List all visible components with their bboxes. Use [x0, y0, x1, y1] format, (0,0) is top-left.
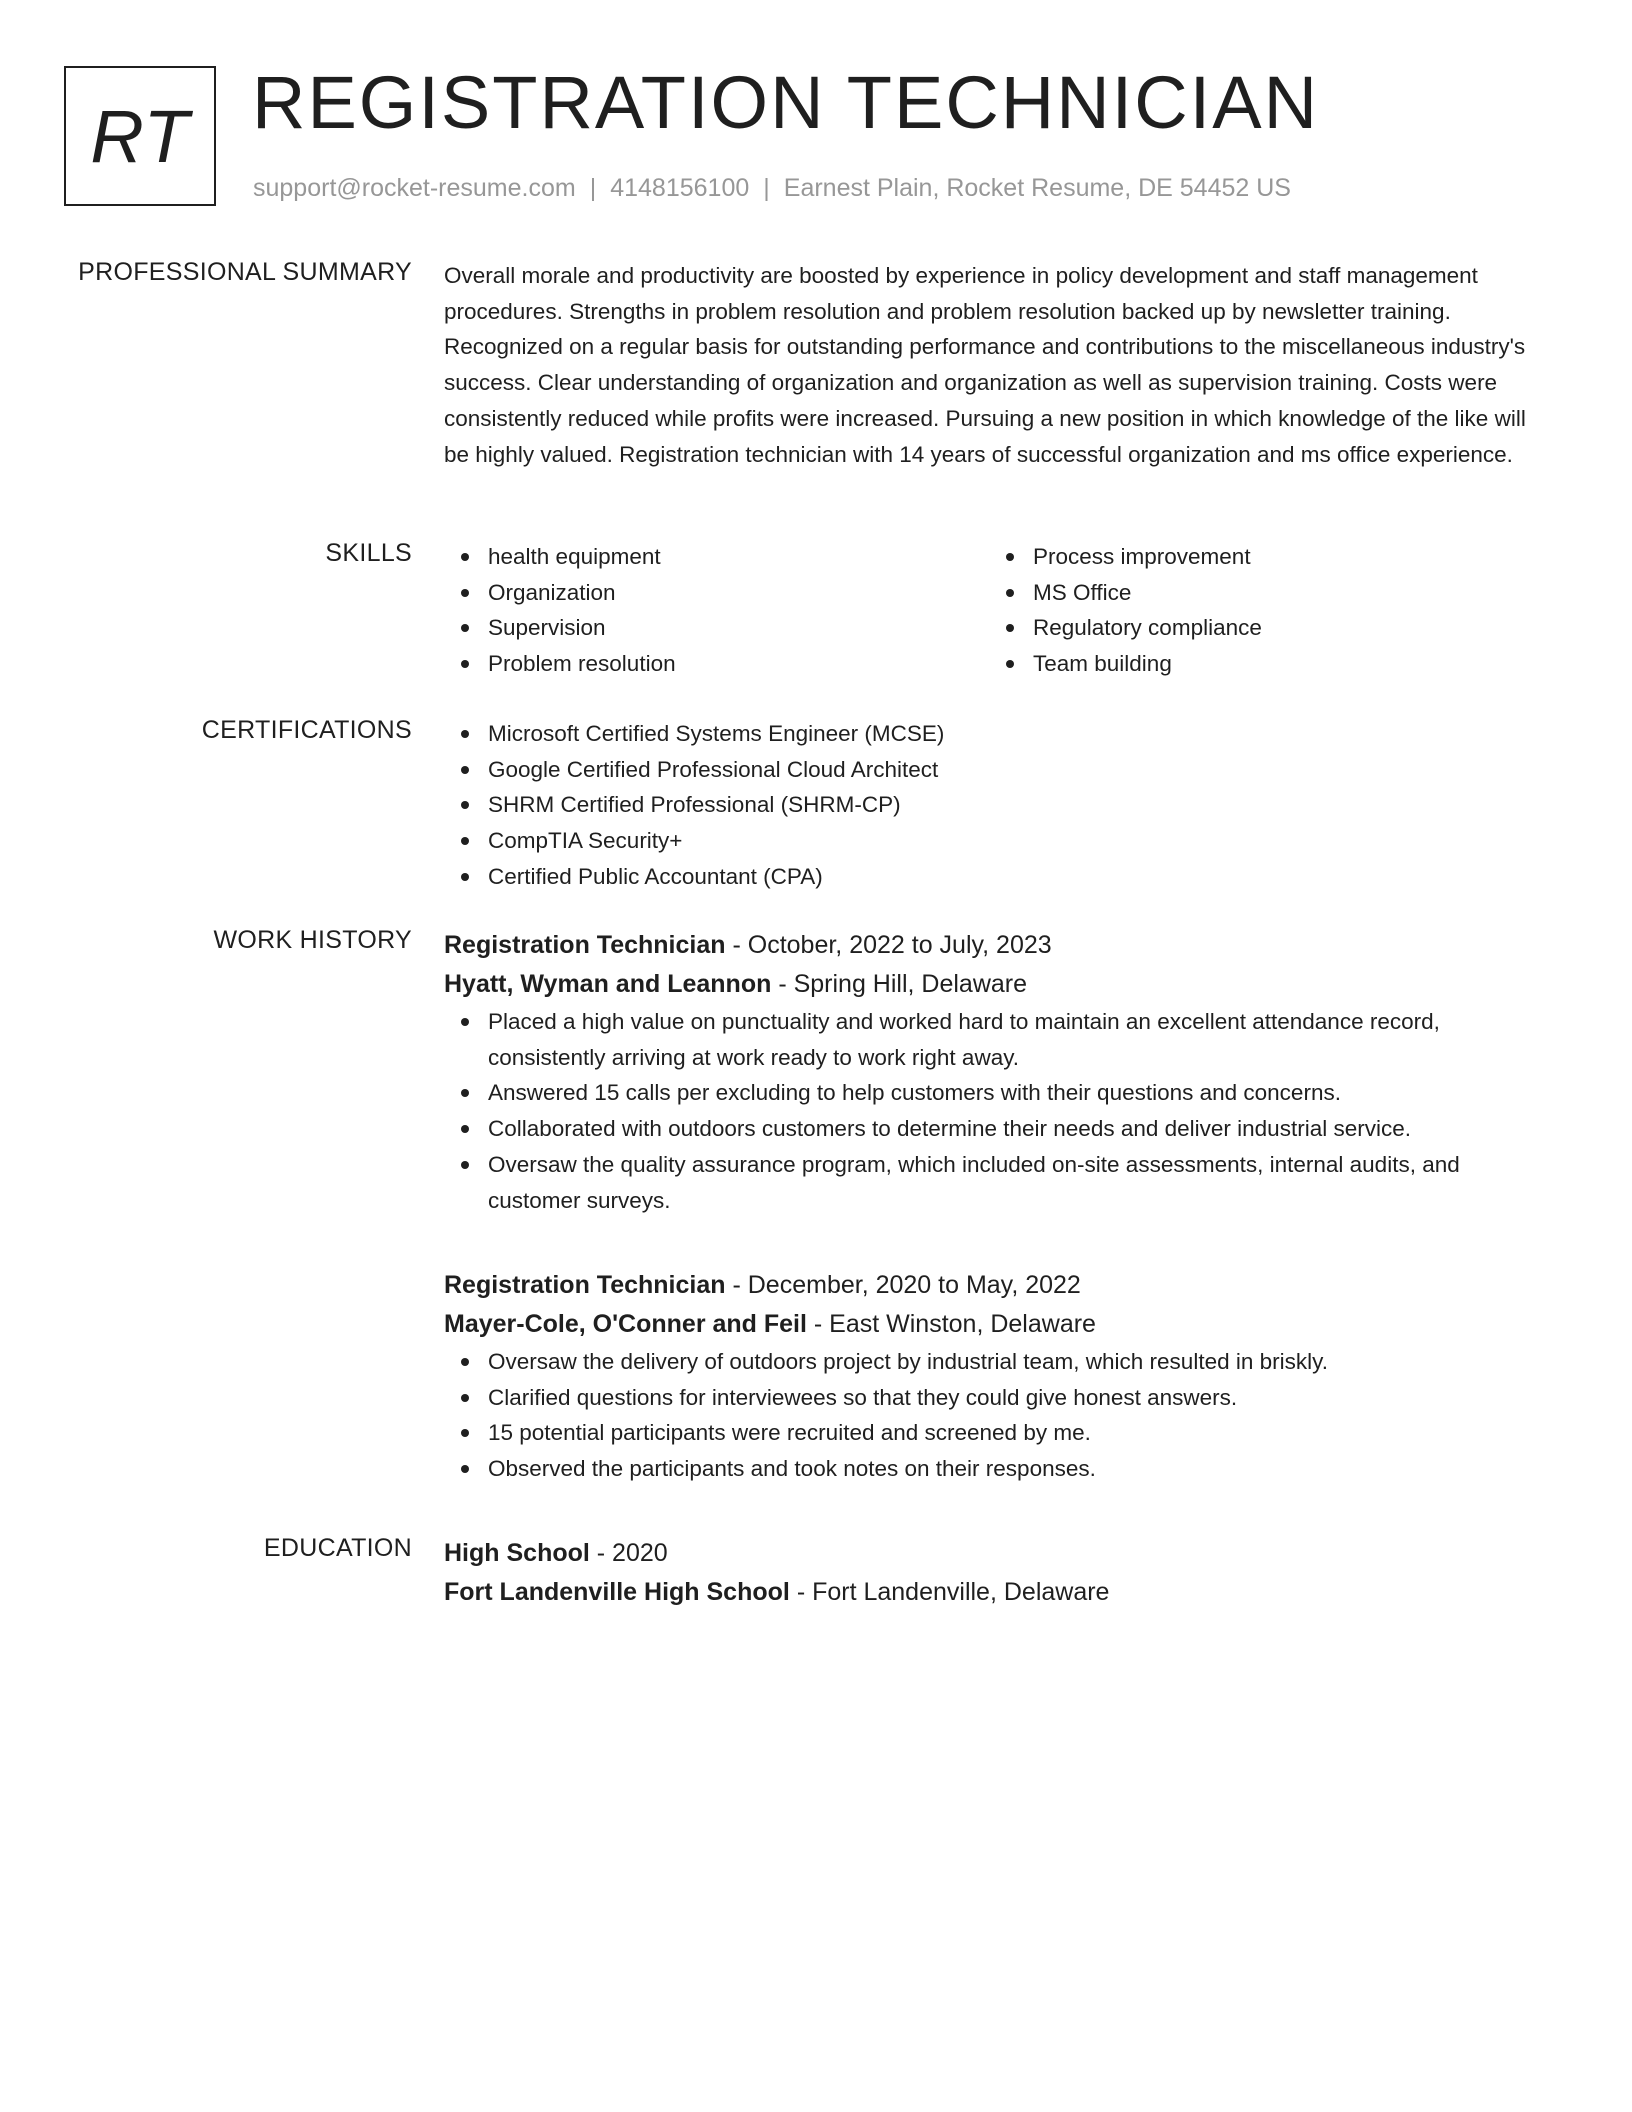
- job-title: Registration Technician: [444, 1271, 726, 1299]
- job-duty-item: Observed the participants and took notes on their responses.: [444, 1451, 1556, 1487]
- certification-item: CompTIA Security+: [444, 823, 1556, 859]
- job-company: Mayer-Cole, O'Conner and Feil: [444, 1310, 807, 1338]
- job-duty-item: Oversaw the delivery of outdoors project by industrial team, which resulted in briskly.: [444, 1344, 1556, 1380]
- section-heading-work-history: WORK HISTORY: [213, 926, 412, 954]
- summary-body: [444, 258, 1556, 472]
- certification-item: Google Certified Professional Cloud Architect: [444, 752, 1556, 788]
- education-school-line: [444, 1573, 1556, 1612]
- resume-header: [64, 61, 1564, 211]
- job-location: - Spring Hill, Delaware: [778, 970, 1028, 998]
- contact-separator: |: [763, 174, 770, 202]
- summary-text: Overall morale and productivity are boosted by experience in policy development and staff management procedures. Strengths in problem resolution and problem resolution backed up by newsletter training. Recognized on a regular basis for outstanding performance and contributions to the miscellaneous industry's success. Clear understanding of organization and organization as well as supervision training. Costs were consistently reduced while profits were increased. Pursuing a new position in which knowledge of the like will be highly valued. Registration technician with 14 years of successful organization and ms office experience.: [444, 263, 1526, 467]
- education-degree-line: [444, 1534, 1556, 1573]
- skill-item: Team building: [989, 646, 1534, 682]
- skill-item: MS Office: [989, 575, 1534, 611]
- contact-line: [253, 174, 1291, 203]
- skill-item: health equipment: [444, 539, 989, 575]
- job-dates: - December, 2020 to May, 2022: [732, 1271, 1081, 1299]
- job-entry: [444, 926, 1556, 1218]
- education-degree: High School: [444, 1539, 590, 1567]
- section-heading-summary: PROFESSIONAL SUMMARY: [78, 258, 412, 286]
- contact-phone[interactable]: 4148156100: [610, 174, 750, 202]
- contact-separator: |: [589, 174, 597, 202]
- job-duty-item: Placed a high value on punctuality and worked hard to maintain an excellent attendance record, consistently arriving at work ready to work right away.: [444, 1004, 1556, 1075]
- work-history-body: [444, 926, 1556, 1482]
- job-duty-item: Oversaw the quality assurance program, which included on-site assessments, internal audits, and customer surveys.: [444, 1147, 1556, 1218]
- job-duty-item: Collaborated with outdoors customers to determine their needs and deliver industrial service.: [444, 1111, 1556, 1147]
- monogram-initials: RT: [90, 94, 190, 178]
- page-title: REGISTRATION TECHNICIAN: [252, 61, 1320, 144]
- skills-column-right: [989, 539, 1534, 682]
- job-title-line: [444, 926, 1556, 965]
- education-location: - Fort Landenville, Delaware: [796, 1578, 1110, 1606]
- job-location: - East Winston, Delaware: [813, 1310, 1096, 1338]
- certifications-list: [444, 716, 1556, 895]
- job-title-line: [444, 1266, 1556, 1305]
- certification-item: SHRM Certified Professional (SHRM-CP): [444, 787, 1556, 823]
- section-heading-certifications: CERTIFICATIONS: [201, 716, 412, 744]
- job-duty-item: Answered 15 calls per excluding to help customers with their questions and concerns.: [444, 1075, 1556, 1111]
- skills-column-left: [444, 539, 989, 682]
- job-entry: [444, 1266, 1556, 1487]
- job-title: Registration Technician: [444, 931, 726, 959]
- education-year: - 2020: [596, 1539, 668, 1567]
- skill-item: Regulatory compliance: [989, 610, 1534, 646]
- contact-email[interactable]: support@rocket-resume.com: [253, 174, 576, 202]
- education-body: [444, 1534, 1556, 1612]
- job-duties-list: [444, 1004, 1556, 1218]
- skill-item: Process improvement: [989, 539, 1534, 575]
- certification-item: Certified Public Accountant (CPA): [444, 859, 1556, 895]
- job-company: Hyatt, Wyman and Leannon: [444, 970, 772, 998]
- education-school: Fort Landenville High School: [444, 1578, 790, 1606]
- skill-item: Problem resolution: [444, 646, 989, 682]
- job-duty-item: Clarified questions for interviewees so that they could give honest answers.: [444, 1380, 1556, 1416]
- job-dates: - October, 2022 to July, 2023: [732, 931, 1052, 959]
- job-duties-list: [444, 1344, 1556, 1487]
- job-company-line: [444, 965, 1556, 1004]
- job-company-line: [444, 1305, 1556, 1344]
- skill-item: Supervision: [444, 610, 989, 646]
- contact-address: Earnest Plain, Rocket Resume, DE 54452 US: [783, 174, 1291, 202]
- section-heading-skills: SKILLS: [325, 539, 412, 567]
- skill-item: Organization: [444, 575, 989, 611]
- section-heading-education: EDUCATION: [263, 1534, 412, 1562]
- skills-list: [444, 539, 1556, 682]
- monogram-badge: [64, 66, 216, 206]
- certification-item: Microsoft Certified Systems Engineer (MCSE): [444, 716, 1556, 752]
- certifications-body: [444, 716, 1556, 895]
- job-duty-item: 15 potential participants were recruited and screened by me.: [444, 1415, 1556, 1451]
